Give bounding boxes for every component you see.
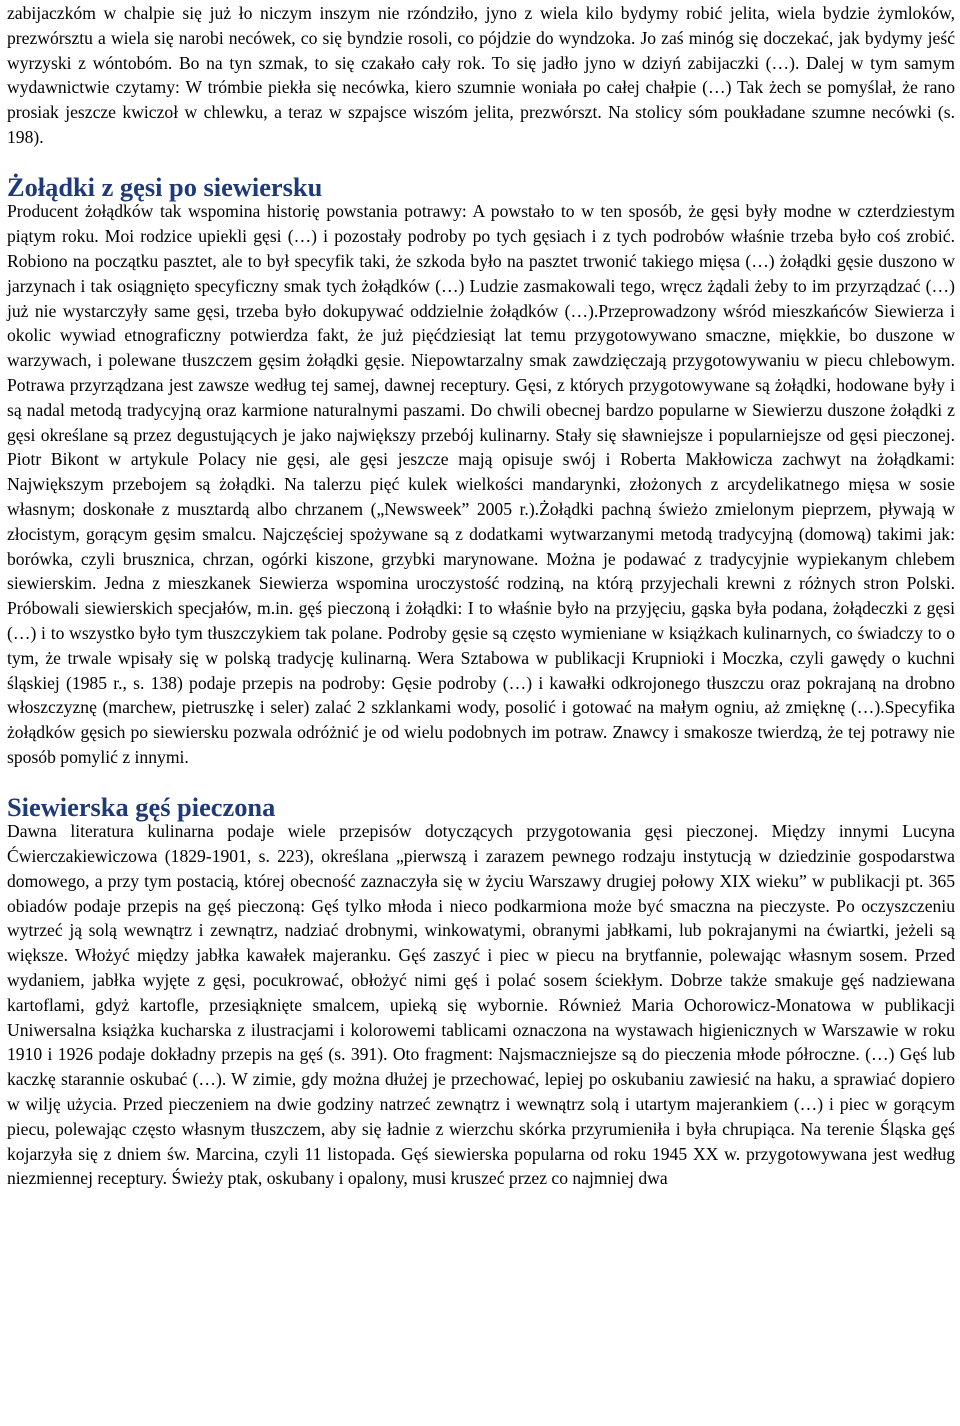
section-heading-ges: Siewierska gęś pieczona xyxy=(7,791,276,822)
document-page xyxy=(7,1,955,1191)
section-heading-zoladki: Żołądki z gęsi po siewiersku xyxy=(7,171,323,202)
ges-paragraph: Dawna literatura kulinarna podaje wiele przepisów dotyczących przygotowania gęsi pieczonej. Między innymi Lucyna Ćwierczakiewiczowa (1829-1901, s. 223), określana „pierwszą i zarazem pewnego rodzaju instytucją w dziedzinie gospodarstwa domowego, a przy tym postacią, której obecność zaznaczyła się w życiu Warszawy drugiej połowy XIX wieku” w publikacji pt. 365 obiadów podaje przepis na gęś pieczoną: Gęś tylko młoda i nieco podkarmiona może być smaczna na pieczyste. Po oczyszczeniu wytrzeć ją solą wewnątrz i zewnątrz, nadziać drobnymi, winkowatymi, obranymi jabłkami, lub pokrajanymi na ćwiartki, jeżeli są większe. Włożyć między jabłka kawałek majeranku. Gęś zaszyć i piec w piecu na brytfannie, polewając własnym sosem. Przed wydaniem, jabłka wyjęte z gęsi, pocukrować, obłożyć nimi gęś i polać sosem ściekłym. Dobrze także smakuje gęś nadziewana kartoflami, gdyż kartofle, przesiąknięte smalcem, upieką się wybornie. Również Maria Ochorowicz-Monatowa w publikacji Uniwersalna książka kucharska z ilustracjami i kolorowemi tablicami oznaczona na wystawach higienicznych w Warszawie w roku 1910 i 1926 podaje dokładny przepis na gęś (s. 391). Oto fragment: Najsmaczniejsze są do pieczenia młode półroczne. (…) Gęś lub kaczkę starannie oskubać (…). W zimie, gdy można dłużej je przechować, lepiej po oskubaniu zawiesić na haku, a sprawiać dopiero w wilję użycia. Przed pieczeniem na dwie godziny natrzeć zewnątrz i wewnątrz solą i utartym majerankiem (…) i piec w gorącym piecu, polewając często własnym tłuszczem, aby się ładnie z wierzchu skórka przyrumieniła i była chrupiąca. Na terenie Śląska gęś kojarzyła się z dniem św. Marcina, czyli 11 listopada. Gęś siewierska popularna od roku 1945 XX w. przygotowywana jest według niezmiennej receptury. Świeży ptak, oskubany i opalony, musi kruszeć przez co najmniej dwa xyxy=(7,821,955,1189)
zoladki-paragraph: Producent żołądków tak wspomina historię powstania potrawy: A powstało to w ten sposób, że gęsi były modne w czterdziestym piątym roku. Moi rodzice upiekli gęsi (…) i pozostały podroby po tych gęsiach i z tych podrobów właśnie trzeba było coś zrobić. Robiono na początku pasztet, ale to był specyfik taki, że szkoda było na pasztet trwonić takiego mięsa (…) żołądki gęsie duszono w jarzynach i tak osiągnięto specyficzny smak tych żołądków (…) Ludzie zasmakowali tego, wręcz żądali żeby to im przyrządzać (…) już nie wystarczyły same gęsi, trzeba było dokupywać oddzielnie żołądków (…).Przeprowadzony wśród mieszkańców Siewierza i okolic wywiad etnograficzny potwierdza fakt, że już pięćdziesiąt lat temu przygotowywano smaczne, miękkie, bo duszone w warzywach, i polewane tłuszczem gęsim żołądki gęsie. Niepowtarzalny smak zawdzięczają przygotowywaniu w piecu chlebowym. Potrawa przyrządzana jest zawsze według tej samej, dawnej receptury. Gęsi, z których przygotowywane są żołądki, hodowane były i są nadal metodą tradycyjną oraz karmione naturalnymi paszami. Do chwili obecnej bardzo popularne w Siewierzu duszone żołądki z gęsi określane są przez degustujących je jako największy przebój kulinarny. Stały się sławniejsze i popularniejsze od gęsi pieczonej. Piotr Bikont w artykule Polacy nie gęsi, ale gęsi jeszcze mają opisuje swój i Roberta Makłowicza zachwyt na żołądkami: Największym przebojem są żołądki. Na talerzu pięć kulek wielkości mandarynki, złożonych z arcydelikatnego mięsa w sosie własnym; doskonałe z musztardą albo chrzanem („Newsweek” 2005 r.).Żołądki pachną świeżo zmielonym pieprzem, pływają w złocistym, gorącym gęsim smalcu. Najczęściej spożywane są z dodatkami wytwarzanymi metodą tradycyjną (domową) takimi jak: borówka, czyli brusznica, chrzan, ogórki kiszone, grzybki marynowane. Można je podawać z tradycyjnie wypiekanym chlebem siewierskim. Jedna z mieszkanek Siewierza wspomina uroczystość rodziną, na którą przyjechali krewni z różnych stron Polski. Próbowali siewierskich specjałów, m.in. gęś pieczoną i żołądki: I to właśnie było na przyjęciu, gąska była podana, żołądeczki z gęsi (…) i to wszystko było tym tłuszczykiem tak polane. Podroby gęsie są często wymieniane w książkach kulinarnych, co świadczy to o tym, że trwale wpisały się w polską tradycję kulinarną. Wera Sztabowa w publikacji Krupnioki i Moczka, czyli gawędy o kuchni śląskiej (1985 r., s. 138) podaje przepis na podroby: Gęsie podroby (…) i kawałki odkrojonego tłuszczu oraz pokrajaną na drobno włoszczyznę (marchew, pietruszkę i seler) zalać 2 szklankami wody, posolić i gotować na małym ogniu, aż zmięknę (…).Specyfika żołądków gęsich po siewiersku pozwala odróżnić je od wielu podobnych im potraw. Znawcy i smakosze twierdzą, że tej potrawy nie sposób pomylić z innymi. xyxy=(7,201,955,767)
section-spacer xyxy=(7,150,955,175)
intro-paragraph: zabijaczkóm w chalpie się już ło niczym inszym nie rzóndziło, jyno z wiela kilo bydymy robić jelita, wiela bydzie żymloków, prezwórsztu a wiela się narobi necówek, co się byndzie rosoli, co pójdzie do wyndzoka. Jo zaś minóg się doczekać, jak bydymy jeść wyrzyski z wóntobóm. Bo na tyn szmak, to się czakało cały rok. To się jadło jyno w dziyń zabijaczki (…). Dalej w tym samym wydawnictwie czytamy: W trómbie piekła się necówka, kiero szumnie woniała po całej chałpie (…) Tak żech se pomyślał, że rano prosiak jeszcze kwiczoł w chlewku, a teraz w szpajsce wiszóm jelita, prezwórszt. Na stolicy sóm poukładane szumne necówki (s. 198). xyxy=(7,3,955,147)
section-spacer xyxy=(7,770,955,795)
